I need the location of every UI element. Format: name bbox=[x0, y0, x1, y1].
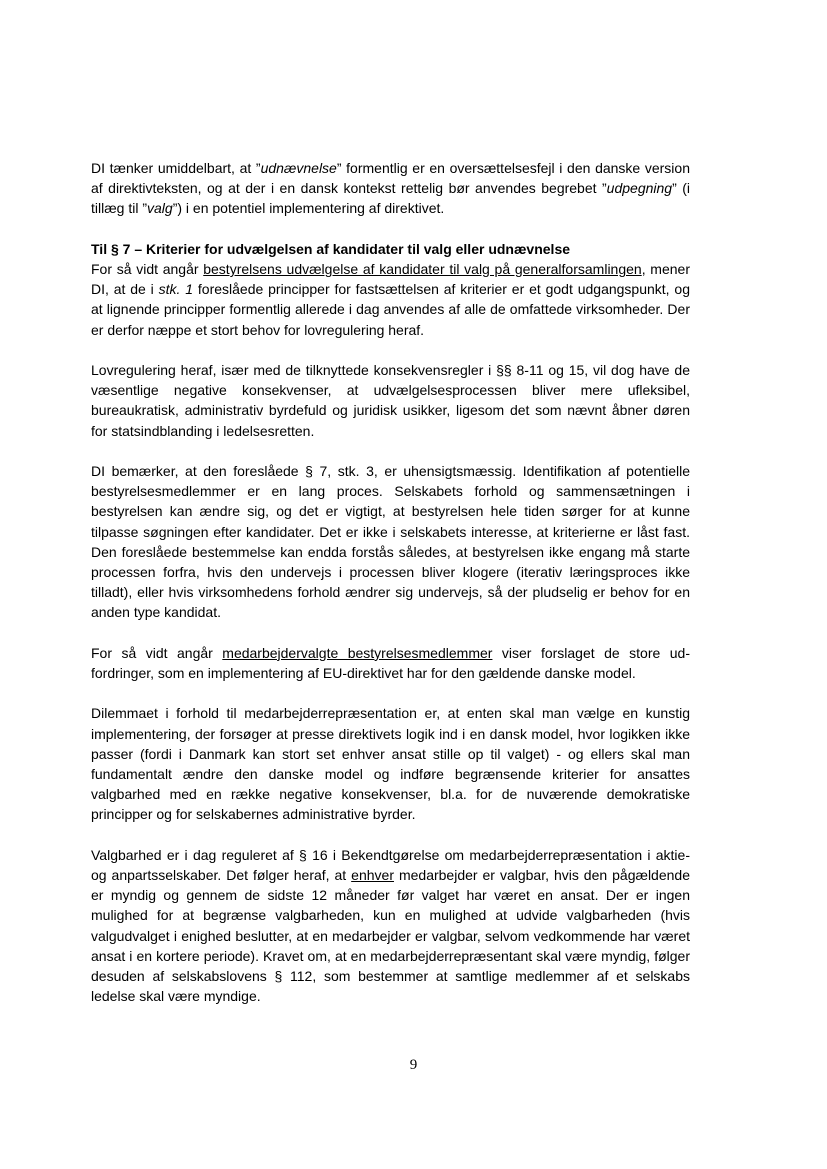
text-run: , mener DI, at de i bbox=[91, 261, 690, 298]
paragraph-dilemma: Dilemmaet i forhold til medarbejderrepræsentation er, at enten skal man vælge en kunstig implementering, der forsøger at presse direktivets logik ind i en dansk model, hvor logikken ikke passer (fordi i Danmark kan stort set enhver ansat stille op til valget) - og ellers skal man fundamentalt ændre den danske model og indføre begrænsende kriterier for ansattes valgbarhed med en række negative konsekvenser, bl.a. for de nuværende demokratiske principper og for selskabernes administrative byrder. bbox=[91, 705, 690, 823]
paragraph-valgbarhed bbox=[91, 845, 690, 1007]
paragraph-udnaevnelse bbox=[91, 158, 690, 219]
section-heading-paragraph-7: Til § 7 – Kriterier for udvælgelsen af kandidater til valg eller udnævnelse bbox=[91, 240, 571, 257]
page-number: 9 bbox=[409, 1057, 418, 1073]
document-page bbox=[91, 158, 690, 1006]
italic-term-udnaevnelse: udnævnelse bbox=[260, 160, 337, 176]
text-run: medarbejder er valgbar, hvis den pågældende er myndig og gennem de sidste 12 måneder før valget har været en ansat. Der er ingen mulighed for at begrænse valgbarheden, kun en mulighed at udvide valgbarheden (hvis valgudvalget i enighed beslutter, at en medarbejder er valgbar, selvom vedkommende har været ansat i en kortere periode). Kravet om, at en medarbejderrepræsentant skal være myndig, følger desuden af selskabslovens § 112, som bestemmer at samtlige medlemmer af et selskabs ledelse skal være myndige. bbox=[91, 867, 690, 1005]
text-run: foreslåede principper for fastsættelsen af kriterier er et godt udgangspunkt, og at lignende principper formentlig allerede i dag anvendes af alle de omfattede virksomheder. Der er derfor næppe et stort behov for lovregulering heraf. bbox=[91, 281, 690, 338]
text-run: For så vidt angår bbox=[91, 644, 223, 661]
paragraph-bestyrelsens-udvaelgelse bbox=[91, 259, 690, 340]
italic-term-udpegning: udpegning bbox=[606, 180, 673, 197]
underlined-phrase: bestyrelsens udvælgelse af kandidater til valg på generalforsamlingen bbox=[203, 261, 642, 277]
text-run: Valgbarhed er i dag reguleret af § 16 i Bekendtgørelse om medarbejderrepræsentation i aktie- og anpartsselskaber. Det følger heraf, at bbox=[91, 846, 690, 884]
paragraph-stk3: DI bemærker, at den foreslåede § 7, stk. 3, er uhensigtsmæssig. Identifikation af potentielle bestyrelsesmedlemmer er en lang proces. Selskabets forhold og sammensætningen i bestyrelsen kan ændre sig, og det er vigtigt, at bestyrelsen hele tiden sørger for at kunne tilpasse søgningen efter kandidater. Det er ikke i selskabets interesse, at kriterierne er låst fast. Den foreslåede bestemmelse kan endda forstås således, at bestyrelsen ikke engang må starte processen forfra, hvis den undervejs i processen bliver klogere (iterativ læringsproces ikke tilladt), eller hvis virksomhedens forhold ændrer sig undervejs, så der pludselig er behov for en anden type kandidat. bbox=[91, 463, 690, 621]
text-run: ” formentlig er en oversættelsesfejl i den danske version af direktivteksten, og at der i en dansk kontekst rettelig bør anvendes begrebet ” bbox=[91, 160, 690, 197]
italic-term-stk1: stk. 1 bbox=[158, 281, 194, 298]
italic-term-valg: valg bbox=[147, 200, 173, 217]
underlined-phrase: medarbejdervalgte bestyrelsesmedlemmer bbox=[222, 644, 493, 661]
text-run: ”) i en potentiel implementering af direktivet. bbox=[172, 200, 445, 217]
underlined-word-enhver: enhver bbox=[351, 867, 394, 884]
text-run: ” (i tillæg til ” bbox=[91, 180, 690, 217]
paragraph-lovregulering: Lovregulering heraf, især med de tilknyttede konsekvensregler i §§ 8-11 og 15, vil dog have de væsentlige negative konsekvenser, at udvælgelsesprocessen bliver mere ufleksibel, bureaukratisk, administrativ byrdefuld og juridisk usikker, ligesom det som nævnt åbner døren for statsindblanding i ledelsesretten. bbox=[91, 362, 690, 439]
text-run: For så vidt angår bbox=[91, 261, 204, 277]
text-run: DI tænker umiddelbart, at ” bbox=[91, 160, 261, 176]
text-run: viser forslaget de store udfordringer, som en implementering af EU-direktivet har for den gældende danske model. bbox=[91, 644, 691, 682]
paragraph-medarbejdervalgte bbox=[91, 643, 690, 683]
